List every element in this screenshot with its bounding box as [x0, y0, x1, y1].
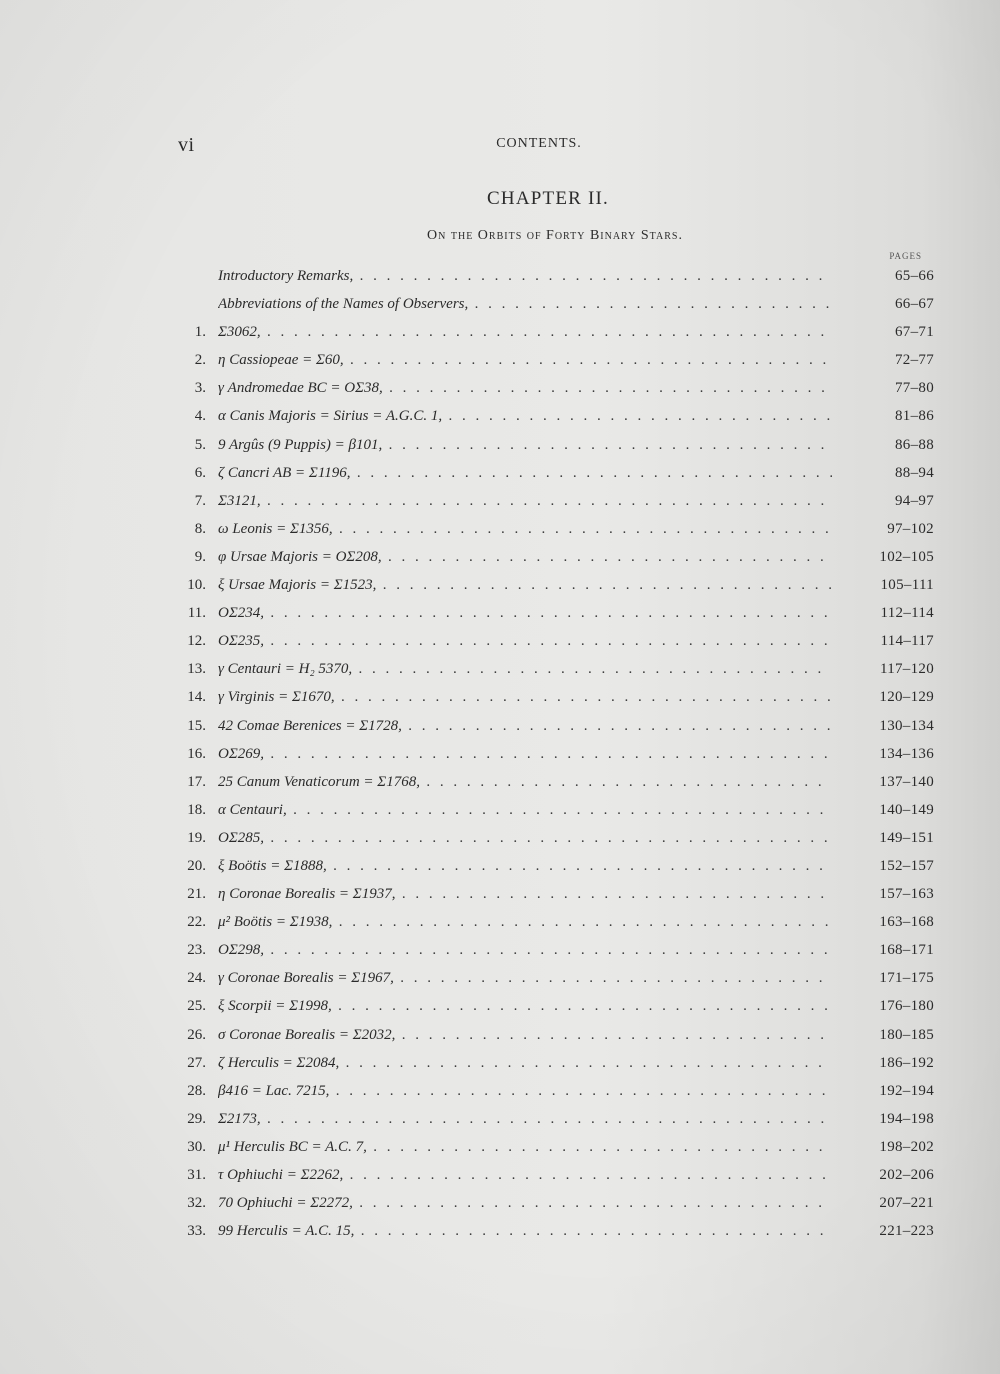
toc-entry	[170, 655, 934, 683]
toc-entry-number: 15.	[187, 717, 206, 734]
toc-entry-pages: 194–198	[879, 1110, 934, 1127]
toc-entry-pages: 77–80	[895, 380, 934, 397]
running-head	[178, 134, 900, 154]
toc-entry-title-text: φ Ursae Majoris = OΣ208,	[218, 548, 382, 565]
toc-entry-title-text: ζ Cancri AB = Σ1196,	[218, 464, 351, 481]
page-number: vi	[178, 134, 195, 156]
toc-entry-pages: 157–163	[879, 886, 934, 903]
toc-entry-title	[218, 599, 832, 627]
toc-entry-title-text: α Canis Majoris = Sirius = A.G.C. 1,	[218, 408, 443, 425]
toc-entry-pages: 198–202	[879, 1138, 934, 1155]
toc-entry	[170, 852, 934, 880]
toc-entry-title-text: Σ2173,	[218, 1110, 261, 1127]
toc-entry-title-text: OΣ235,	[218, 633, 264, 650]
toc-entry	[170, 487, 934, 515]
toc-entry-pages: 97–102	[887, 520, 934, 537]
toc-entry-title-text: α Centauri,	[218, 801, 287, 818]
toc-entry-title-text: OΣ298,	[218, 942, 264, 959]
toc-entry-number: 12.	[187, 633, 206, 650]
toc-entry	[170, 1161, 934, 1189]
toc-entry	[170, 908, 934, 936]
toc-entry-pages: 192–194	[879, 1082, 934, 1099]
chapter-subtitle: On the Orbits of Forty Binary Stars.	[427, 228, 683, 243]
toc-entry-title-text: γ Centauri = H₂ 5370,	[218, 661, 353, 678]
toc-entry-number: 20.	[187, 857, 206, 874]
toc-entry-title-text: γ Virginis = Σ1670,	[218, 689, 335, 706]
toc-entry-title	[218, 768, 832, 796]
toc-entry-title	[218, 515, 832, 543]
toc-entry-pages: 221–223	[879, 1223, 934, 1240]
toc-entry-title	[218, 1049, 832, 1077]
toc-entry-title	[218, 459, 832, 487]
toc-entry-title-text: 25 Canum Venaticorum = Σ1768,	[218, 773, 420, 790]
toc-entry-title-text: 9 Argûs (9 Puppis) = β101,	[218, 436, 383, 453]
toc-entry	[170, 599, 934, 627]
toc-entry-pages: 207–221	[879, 1195, 934, 1212]
toc-entry	[170, 262, 934, 290]
toc-entry	[170, 712, 934, 740]
toc-entry-title	[218, 571, 832, 599]
toc-entry-pages: 81–86	[895, 408, 934, 425]
toc-entry-number: 9.	[194, 548, 206, 565]
toc-entry-title-text: γ Coronae Borealis = Σ1967,	[218, 970, 394, 987]
toc-entry-number: 14.	[187, 689, 206, 706]
toc-entry-title	[218, 346, 832, 374]
toc-entry-number: 27.	[187, 1054, 206, 1071]
toc-entry	[170, 768, 934, 796]
toc-entry-number: 21.	[187, 886, 206, 903]
toc-entry	[170, 1077, 934, 1105]
toc-entry-title	[218, 290, 832, 318]
toc-entry-title	[218, 487, 832, 515]
toc-entry-pages: 112–114	[880, 605, 934, 622]
toc-entry	[170, 1217, 934, 1245]
toc-entry-number: 10.	[187, 577, 206, 594]
toc-entry-title	[218, 880, 832, 908]
toc-entry-title	[218, 1021, 832, 1049]
toc-entry	[170, 1189, 934, 1217]
toc-entry-title	[218, 262, 832, 290]
toc-entry-pages: 202–206	[879, 1167, 934, 1183]
toc-entry	[170, 290, 934, 318]
toc-entry-title	[218, 1189, 832, 1217]
toc-entry-title	[218, 908, 832, 936]
toc-entry	[170, 880, 934, 908]
toc-entry	[170, 1105, 934, 1133]
toc-entry-title-text: ζ Herculis = Σ2084,	[218, 1054, 340, 1071]
toc-entry-title	[218, 1077, 832, 1105]
toc-entry-title-text: ω Leonis = Σ1356,	[218, 520, 333, 537]
toc-entry-pages: 120–129	[879, 689, 934, 706]
toc-entry-pages: 168–171	[879, 942, 934, 959]
toc-entry-pages: 149–151	[879, 829, 934, 846]
toc-entry-pages: 176–180	[879, 998, 934, 1015]
toc-entry	[170, 459, 934, 487]
toc-entry-number: 31.	[187, 1167, 206, 1183]
toc-entry-pages: 67–71	[895, 324, 934, 341]
toc-entry-title-text: γ Andromedae BC = OΣ38,	[218, 380, 383, 397]
toc-entry	[170, 796, 934, 824]
toc-entry-pages: 94–97	[895, 492, 934, 509]
toc-entry	[170, 740, 934, 768]
toc-entry-pages: 72–77	[895, 352, 934, 369]
toc-entry-number: 6.	[194, 464, 206, 481]
toc-entry-title-text: OΣ234,	[218, 605, 264, 622]
toc-entry	[170, 318, 934, 346]
toc-entry-title-text: 42 Comae Berenices = Σ1728,	[218, 717, 402, 734]
toc-entry	[170, 402, 934, 430]
toc-entry-pages: 65–66	[895, 268, 934, 284]
toc-entry-number: 3.	[194, 380, 206, 397]
toc-entry-pages: 66–67	[895, 296, 934, 313]
toc-entry-title	[218, 1133, 832, 1161]
toc-entry-title-text: 99 Herculis = A.C. 15,	[218, 1223, 355, 1240]
toc-entry-pages: 88–94	[895, 464, 934, 481]
toc-entry-title	[218, 683, 832, 711]
toc-entry-number: 13.	[187, 661, 206, 678]
toc-entry-number: 5.	[194, 436, 206, 453]
toc-entry-number: 16.	[187, 745, 206, 762]
pages-column-label: PAGES	[889, 251, 922, 261]
toc-entry-pages: 186–192	[879, 1054, 934, 1071]
toc-entry	[170, 374, 934, 402]
toc-entry-pages: 137–140	[879, 773, 934, 790]
toc-entry-number: 8.	[194, 520, 206, 537]
toc-entry-title-text: ξ Ursae Majoris = Σ1523,	[218, 577, 377, 594]
toc-entry	[170, 431, 934, 459]
toc-entry	[170, 936, 934, 964]
toc-entry-number: 32.	[187, 1195, 206, 1212]
toc-entry-title-text: OΣ269,	[218, 745, 264, 762]
chapter-title: CHAPTER II.	[487, 188, 609, 209]
toc-entry-title	[218, 964, 832, 992]
toc-entry-pages: 102–105	[879, 548, 934, 565]
toc-entry	[170, 824, 934, 852]
toc-entry-pages: 163–168	[879, 914, 934, 931]
toc-entry-number: 25.	[187, 998, 206, 1015]
toc-entry-number: 28.	[187, 1082, 206, 1099]
toc-entry-number: 11.	[187, 605, 206, 622]
toc-entry-number: 24.	[187, 970, 206, 987]
toc-entry-title	[218, 1217, 832, 1245]
toc-entry	[170, 683, 934, 711]
toc-entry-title	[218, 824, 832, 852]
toc-entry-pages: 134–136	[879, 745, 934, 762]
toc-entry-title-text: τ Ophiuchi = Σ2262,	[218, 1167, 344, 1183]
toc-entry-number: 18.	[187, 801, 206, 818]
toc-entry-title-text: Introductory Remarks,	[218, 268, 354, 284]
toc-entry	[170, 1133, 934, 1161]
toc-entry-number: 33.	[187, 1223, 206, 1240]
toc-entry-number: 29.	[187, 1110, 206, 1127]
toc-entry-title-text: ξ Scorpii = Σ1998,	[218, 998, 332, 1015]
toc-entry-title-text: Abbreviations of the Names of Observers,	[218, 296, 469, 313]
toc-entry-title-text: Σ3062,	[218, 324, 261, 341]
toc-entry-title-text: OΣ285,	[218, 829, 264, 846]
toc-entry-title-text: η Coronae Borealis = Σ1937,	[218, 886, 396, 903]
toc-entry	[170, 964, 934, 992]
toc-entry-title-text: η Cassiopeae = Σ60,	[218, 352, 344, 369]
toc-entry-title	[218, 655, 832, 683]
toc-entry-title	[218, 318, 832, 346]
toc-entry-title	[218, 852, 832, 880]
toc-entry-title	[218, 796, 832, 824]
toc-entry-title	[218, 1105, 832, 1133]
toc-entry-title-text: σ Coronae Borealis = Σ2032,	[218, 1026, 396, 1043]
table-of-contents	[170, 262, 934, 1245]
toc-entry-pages: 180–185	[879, 1026, 934, 1043]
toc-entry-title	[218, 740, 832, 768]
toc-entry-number: 7.	[194, 492, 206, 509]
toc-entry-title-text: ξ Boötis = Σ1888,	[218, 857, 327, 874]
toc-entry-title-text: 70 Ophiuchi = Σ2272,	[218, 1195, 353, 1212]
toc-entry-title-text: Σ3121,	[218, 492, 261, 509]
toc-entry-title	[218, 936, 832, 964]
toc-entry-title	[218, 402, 832, 430]
toc-entry-pages: 114–117	[880, 633, 934, 650]
toc-entry-number: 23.	[187, 942, 206, 959]
toc-entry	[170, 1021, 934, 1049]
toc-entry-title	[218, 712, 832, 740]
toc-entry-pages: 117–120	[879, 661, 934, 678]
toc-entry-pages: 171–175	[879, 970, 934, 987]
toc-entry	[170, 627, 934, 655]
toc-entry-number: 1.	[194, 324, 206, 341]
toc-entry-title	[218, 374, 832, 402]
toc-entry-title	[218, 992, 832, 1020]
toc-entry-pages: 140–149	[879, 801, 934, 818]
toc-entry-title-text: μ¹ Herculis BC = A.C. 7,	[218, 1138, 367, 1155]
toc-entry-title	[218, 627, 832, 655]
toc-entry-title-text: β416 = Lac. 7215,	[218, 1082, 330, 1099]
toc-entry	[170, 1049, 934, 1077]
toc-entry-title	[218, 543, 832, 571]
toc-entry	[170, 571, 934, 599]
toc-entry-number: 26.	[187, 1026, 206, 1043]
toc-entry-number: 4.	[194, 408, 206, 425]
toc-entry	[170, 543, 934, 571]
toc-entry-title	[218, 1161, 832, 1189]
toc-entry-number: 22.	[187, 914, 206, 931]
toc-entry-title-text: μ² Boötis = Σ1938,	[218, 914, 333, 931]
toc-entry-number: 17.	[187, 773, 206, 790]
toc-entry-pages: 105–111	[880, 577, 934, 594]
toc-entry-pages: 152–157	[879, 857, 934, 874]
running-title: CONTENTS.	[496, 136, 582, 151]
toc-entry-title	[218, 431, 832, 459]
toc-entry	[170, 992, 934, 1020]
toc-entry	[170, 515, 934, 543]
toc-entry-number: 2.	[194, 352, 206, 369]
toc-entry-number: 30.	[187, 1138, 206, 1155]
toc-entry-pages: 86–88	[895, 436, 934, 453]
toc-entry-pages: 130–134	[879, 717, 934, 734]
toc-entry	[170, 346, 934, 374]
toc-entry-number: 19.	[187, 829, 206, 846]
